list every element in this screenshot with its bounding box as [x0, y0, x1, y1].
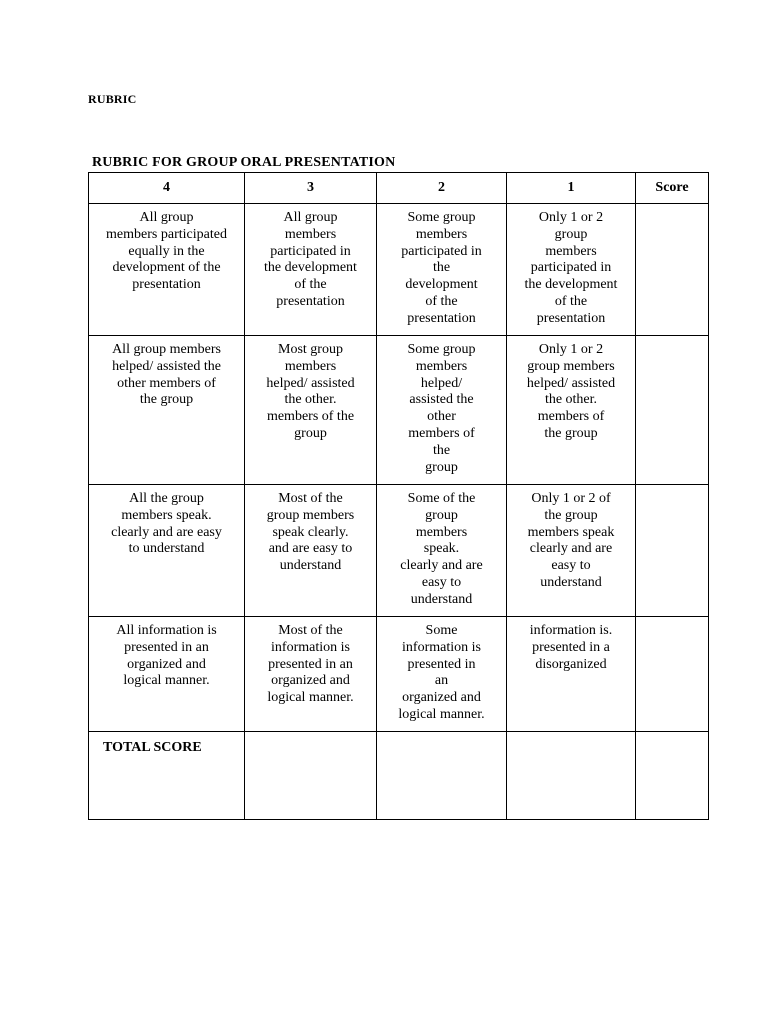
cell-line: to understand [128, 541, 205, 557]
cell-line: the [432, 442, 451, 458]
cell-line: Only 1 or 2 of [531, 491, 611, 506]
cell-text [245, 204, 376, 315]
table-row [89, 204, 709, 336]
criterion-cell [89, 204, 245, 336]
cell-text [377, 336, 506, 480]
cell-text [245, 336, 376, 447]
total-cell [245, 732, 377, 820]
cell-line: the development [264, 260, 357, 276]
criterion-cell [507, 485, 636, 617]
cell-line: logical manner. [123, 673, 210, 689]
cell-line: other [427, 409, 456, 425]
cell-line: helped/ assisted [526, 375, 616, 391]
cell-line: presentation [276, 293, 345, 309]
criterion-cell [89, 485, 245, 617]
criterion-cell [89, 617, 245, 732]
cell-line: members of [408, 425, 475, 441]
cell-line: All group members [112, 342, 221, 357]
cell-line: participated in [270, 243, 351, 259]
cell-line: group members [266, 507, 355, 523]
cell-line: presented in an [268, 656, 353, 672]
cell-line: understand [540, 574, 602, 590]
rubric-table [88, 172, 709, 820]
total-row [89, 732, 709, 820]
cell-line: the group [544, 425, 598, 441]
cell-line: members [284, 226, 337, 242]
cell-text [89, 485, 244, 562]
cell-text [89, 204, 244, 298]
cell-line: an [434, 673, 449, 689]
cell-line: members [415, 358, 468, 374]
cell-line: equally in the [128, 243, 205, 259]
cell-line: presented in an [124, 639, 209, 655]
cell-text [245, 485, 376, 579]
cell-line: helped/ assisted [266, 375, 355, 391]
cell-line: logical manner. [398, 706, 485, 722]
cell-line: logical manner. [267, 690, 354, 706]
cell-line: Most of the [278, 491, 343, 506]
cell-line: the development [524, 277, 618, 293]
score-cell [636, 485, 709, 617]
cell-line: the group [139, 392, 194, 408]
table-row [89, 485, 709, 617]
criterion-cell [507, 204, 636, 336]
cell-line: helped/ [420, 375, 463, 391]
cell-line: members participated [106, 226, 227, 242]
score-cell [636, 204, 709, 336]
cell-line: All the group [129, 491, 204, 506]
total-cell [507, 732, 636, 820]
cell-text [89, 336, 244, 413]
cell-line: Most group [278, 342, 343, 357]
cell-line: members speak. [121, 507, 212, 523]
cell-text [377, 617, 506, 728]
cell-line: of the [554, 293, 588, 309]
cell-line: information is [402, 639, 481, 655]
table-title: RUBRIC FOR GROUP ORAL PRESENTATION [92, 155, 396, 170]
header-score: Score [636, 173, 709, 204]
cell-line: All group [283, 210, 338, 225]
cell-line: Most of the [278, 623, 343, 638]
cell-line: and are easy to [268, 541, 353, 557]
criterion-cell [507, 617, 636, 732]
cell-line: presented in a [532, 639, 610, 655]
cell-line: members [284, 358, 337, 374]
page-heading: RUBRIC [88, 92, 137, 106]
cell-line: disorganized [535, 656, 607, 672]
cell-line: Some of the [407, 491, 476, 506]
cell-line: understand [410, 591, 473, 607]
cell-line: members of the [266, 409, 355, 425]
header-score-4: 4 [89, 173, 245, 204]
cell-line: information is [271, 639, 350, 655]
criterion-cell [377, 336, 507, 485]
cell-line: the group [544, 507, 598, 523]
cell-line: organized and [271, 673, 350, 689]
cell-line: easy to [421, 574, 462, 590]
cell-text [507, 336, 635, 447]
cell-line: Some group [407, 342, 476, 357]
cell-line: development [405, 277, 478, 293]
cell-line: presented in [407, 656, 476, 672]
cell-text [507, 204, 635, 332]
criterion-cell [245, 336, 377, 485]
cell-line: development of the [112, 260, 221, 276]
cell-line: Only 1 or 2 [538, 342, 604, 357]
cell-line: Some [425, 623, 458, 638]
cell-line: the other. [284, 392, 337, 408]
cell-line: clearly and are [400, 558, 483, 574]
cell-line: of the [425, 293, 458, 309]
cell-line: clearly and are [529, 541, 613, 557]
cell-line: speak clearly. [272, 524, 349, 540]
cell-line: information is. [529, 623, 613, 638]
cell-text [507, 617, 635, 677]
cell-line: group [425, 507, 458, 523]
cell-line: members speak [527, 524, 615, 540]
header-row [89, 173, 709, 204]
cell-line: presentation [407, 310, 476, 326]
table-row [89, 336, 709, 485]
cell-line: other members of [117, 375, 216, 391]
total-score-cell [636, 732, 709, 820]
cell-line: members [545, 243, 597, 259]
criterion-cell [89, 336, 245, 485]
score-cell [636, 336, 709, 485]
cell-line: group [425, 459, 458, 475]
cell-line: participated in [530, 260, 612, 276]
criterion-cell [377, 485, 507, 617]
criterion-cell [507, 336, 636, 485]
cell-line: members [415, 524, 468, 540]
cell-line: participated in [401, 243, 482, 259]
cell-line: group members [527, 358, 615, 374]
cell-line: Only 1 or 2 [538, 210, 604, 225]
cell-line: All information is [116, 623, 217, 638]
cell-line: All group [139, 210, 194, 225]
total-cell [377, 732, 507, 820]
cell-text [377, 204, 506, 332]
cell-text [507, 485, 635, 596]
table-row [89, 617, 709, 732]
cell-line: members of [537, 409, 605, 425]
cell-text [245, 617, 376, 711]
cell-line: understand [279, 558, 342, 574]
cell-line: the [432, 260, 451, 276]
cell-line: speak. [423, 541, 460, 557]
cell-line: group [294, 425, 327, 441]
header-score-3: 3 [245, 173, 377, 204]
header-score-2: 2 [377, 173, 507, 204]
criterion-cell [245, 617, 377, 732]
cell-text [377, 485, 506, 613]
cell-line: group [554, 226, 588, 242]
cell-line: easy to [551, 558, 591, 574]
cell-line: members [415, 226, 468, 242]
cell-line: presentation [536, 310, 606, 326]
cell-line: assisted the [409, 392, 474, 408]
score-cell [636, 617, 709, 732]
cell-line: Some group [407, 210, 476, 225]
criterion-cell [377, 617, 507, 732]
cell-line: of the [294, 277, 327, 293]
cell-line: helped/ assisted the [112, 358, 221, 374]
cell-line: presentation [132, 277, 201, 293]
cell-line: clearly and are easy [111, 524, 222, 540]
total-score-label: TOTAL SCORE [89, 732, 245, 820]
cell-text [89, 617, 244, 694]
header-score-1: 1 [507, 173, 636, 204]
cell-line: organized and [127, 656, 206, 672]
cell-line: organized and [402, 690, 481, 706]
criterion-cell [377, 204, 507, 336]
cell-line: the other. [544, 392, 598, 408]
criterion-cell [245, 485, 377, 617]
criterion-cell [245, 204, 377, 336]
